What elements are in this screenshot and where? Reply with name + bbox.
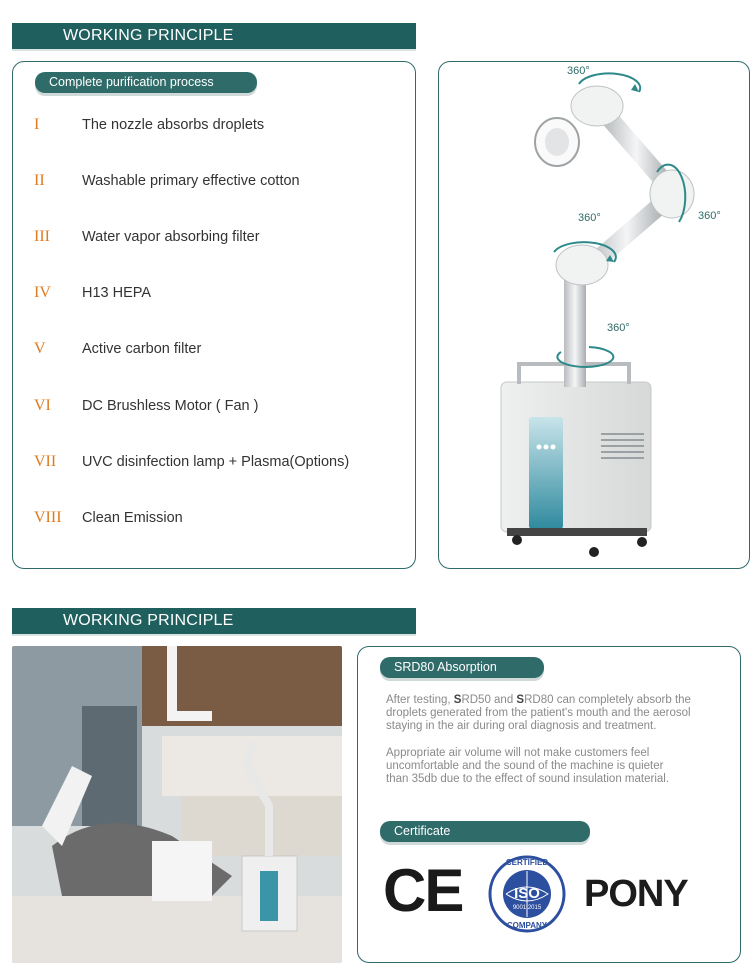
step-label: DC Brushless Motor ( Fan ): [82, 398, 259, 414]
para-text: staying in the air during oral diagnosis and treatment.: [386, 720, 657, 732]
step-number: II: [34, 172, 45, 189]
para-text: RD50 and: [461, 694, 517, 706]
iso-top-text: CERTIFIED: [505, 858, 549, 867]
step-number: VII: [34, 453, 57, 470]
sound-paragraph: [386, 747, 716, 786]
iso-bottom-text: COMPANY: [506, 921, 548, 930]
step-label: Active carbon filter: [82, 341, 202, 357]
product-image-panel: [438, 61, 750, 569]
step-label: Water vapor absorbing filter: [82, 229, 260, 245]
ce-mark-logo: CE: [383, 857, 463, 924]
rotation-label: 360°: [567, 65, 590, 77]
fume-extractor-illustration: [439, 62, 749, 568]
absorption-panel: [357, 646, 741, 963]
absorption-pill: SRD80 Absorption capacity: [380, 657, 544, 678]
step-number: VI: [34, 397, 51, 414]
model-initial: S: [516, 694, 525, 706]
rotation-label: 360°: [698, 210, 721, 222]
step-label: Washable primary effective cotton: [82, 173, 300, 189]
step-label: The nozzle absorbs droplets: [82, 117, 265, 133]
model-initial: S: [453, 694, 462, 706]
certificate-pill: Certificate: [380, 821, 590, 842]
para-text: RD80 can completely absorb the: [524, 694, 691, 706]
step-item: [13, 337, 403, 361]
step-item: [13, 506, 403, 530]
step-label: Clean Emission: [82, 510, 183, 526]
para-text: uncomfortable and the sound of the machine is quieter: [386, 760, 664, 772]
section-banner-working-principle: WORKING PRINCIPLE: [12, 23, 416, 49]
para-text: than 35db due to the effect of sound insulation material.: [386, 773, 670, 785]
step-item: [13, 394, 403, 418]
step-item: [13, 169, 403, 193]
step-label: UVC disinfection lamp + Plasma(Options): [82, 454, 350, 470]
process-pill: Complete purification process: [35, 72, 257, 93]
iso-certification-seal: [488, 855, 566, 933]
step-item: [13, 450, 403, 474]
step-item: [13, 113, 403, 137]
step-number: IV: [34, 284, 51, 301]
step-label: H13 HEPA: [82, 285, 152, 301]
para-text: Appropriate air volume will not make customers feel: [386, 747, 650, 759]
dental-clinic-photo: [12, 646, 342, 963]
rotation-label: 360°: [607, 322, 630, 334]
step-number: III: [34, 228, 50, 245]
step-number: VIII: [34, 509, 62, 526]
rotation-label: 360°: [578, 212, 601, 224]
step-number: I: [34, 116, 40, 133]
step-item: [13, 281, 403, 305]
iso-center-text: ISO: [514, 885, 540, 902]
step-item: [13, 225, 403, 249]
purification-process-panel: [12, 61, 416, 569]
absorption-paragraph: [386, 694, 716, 733]
para-text: After testing,: [386, 694, 454, 706]
pony-brand-logo: PONY: [584, 873, 688, 915]
para-text: droplets generated from the patient's mouth and the aerosol: [386, 707, 691, 719]
section-banner-working-principle: WORKING PRINCIPLE: [12, 608, 416, 634]
step-number: V: [34, 340, 46, 357]
iso-standard-text: 9001:2015: [512, 905, 542, 911]
